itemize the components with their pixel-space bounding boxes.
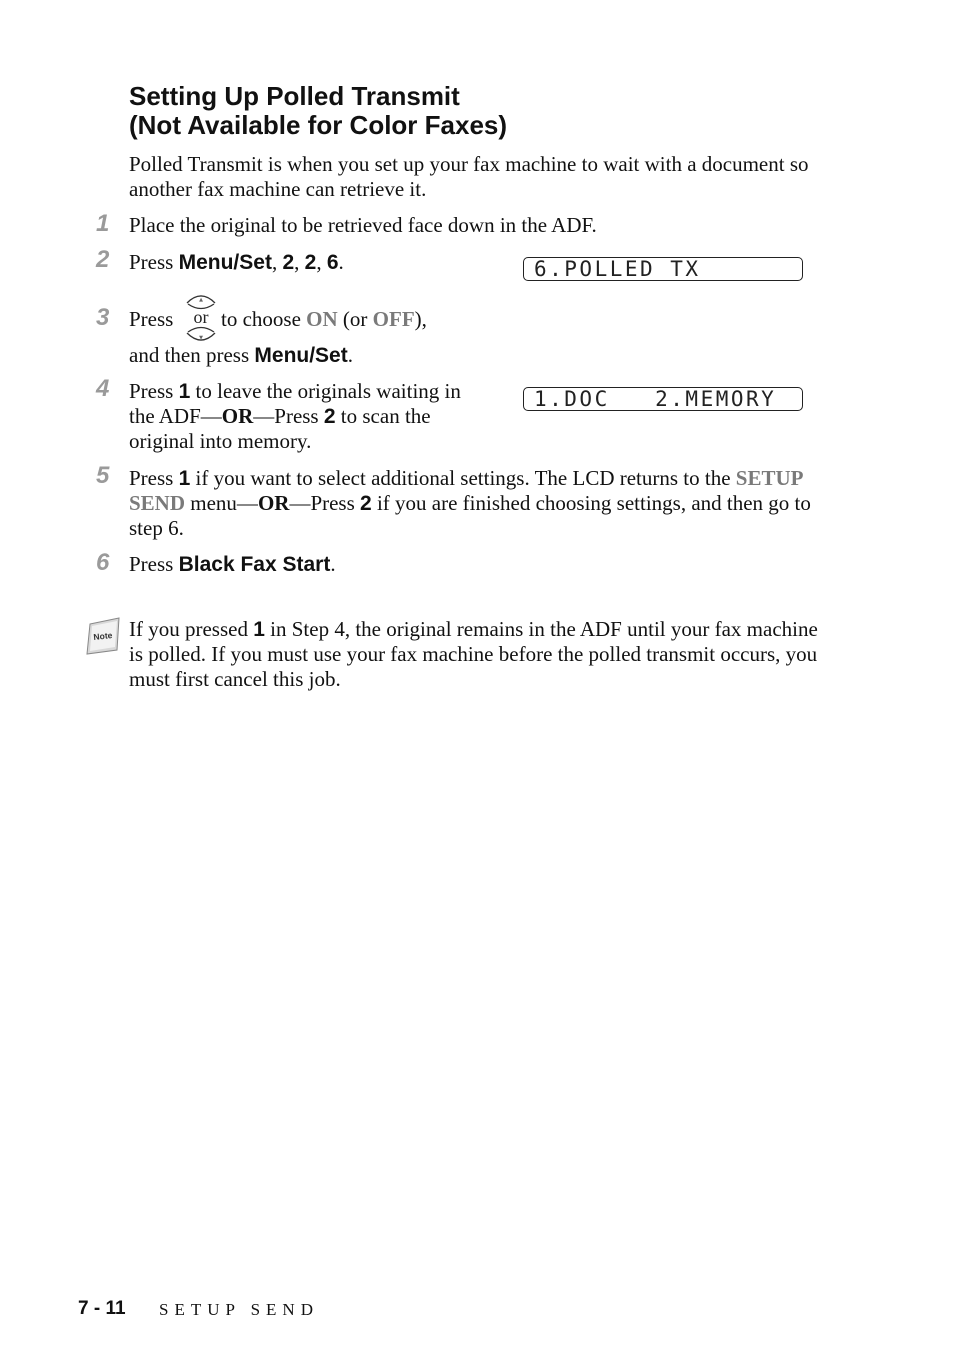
or-key-label: or <box>193 307 209 327</box>
step-2-text: Press Menu/Set, 2, 2, 6. <box>129 250 344 274</box>
step-number-5: 5 <box>96 462 110 489</box>
step-1-text: Place the original to be retrieved face down in the ADF. <box>129 213 597 237</box>
step-3-then: and then press Menu/Set. <box>129 343 353 367</box>
black-fax-start-key: Black Fax Start <box>178 553 331 576</box>
key-2: 2 <box>282 251 295 274</box>
step-number-6: 6 <box>96 549 110 576</box>
note-text: If you pressed 1 in Step 4, the original remains in the ADF until your fax machine is polled. If you must use your fax machine before the polled transmit occurs, you must first cancel this job. <box>129 617 818 691</box>
svg-text:▲: ▲ <box>199 297 203 303</box>
off-option: OFF <box>372 307 415 331</box>
step-number-1: 1 <box>96 210 110 237</box>
on-option: ON <box>306 307 338 331</box>
page-title <box>129 82 507 140</box>
step-3-choose: to choose ON (or OFF), <box>221 307 427 331</box>
note-icon-label: Note <box>92 630 113 642</box>
setup-send-menu: SETUP SEND <box>129 466 803 515</box>
intro-paragraph: Polled Transmit is when you set up your fax machine to wait with a document so another fax machine can retrieve it. <box>129 152 809 201</box>
step-number-2: 2 <box>96 246 110 273</box>
key-1: 1 <box>178 380 191 403</box>
key-1-step5: 1 <box>178 467 191 490</box>
up-down-navigation-icon <box>183 293 219 343</box>
page-title-line2: (Not Available for Color Faxes) <box>129 110 508 140</box>
svg-text:▼: ▼ <box>199 335 203 341</box>
step-number-3: 3 <box>96 304 110 331</box>
key-1-note: 1 <box>253 618 265 641</box>
note-icon <box>84 616 122 656</box>
step-4-text: Press 1 to leave the originals waiting in the ADF—OR—Press 2 to scan the original into memory. <box>129 379 461 453</box>
page-title-line1: Setting Up Polled Transmit <box>129 81 460 111</box>
lcd-display-doc-memory: 1.DOC 2.MEMORY <box>523 387 803 411</box>
step-number-4: 4 <box>96 375 110 402</box>
step-5-text: Press 1 if you want to select additional settings. The LCD returns to the SETUP SEND menu—OR—Press 2 if you are finished choosing settings, and then go to step 6. <box>129 466 811 540</box>
step-3-press: Press <box>129 307 174 331</box>
key-2-second: 2 <box>304 251 317 274</box>
step-6-text: Press Black Fax Start. <box>129 552 336 576</box>
key-2-step5: 2 <box>360 492 372 515</box>
lcd-display-polled-tx: 6.POLLED TX <box>523 257 803 281</box>
section-footer: SETUP SEND <box>159 1300 319 1319</box>
menu-set-key: Menu/Set <box>178 251 272 274</box>
key-2-step4: 2 <box>323 405 336 428</box>
menu-set-key-2: Menu/Set <box>254 344 348 367</box>
key-6: 6 <box>326 251 339 274</box>
page-number: 7 - 11 <box>78 1298 126 1319</box>
